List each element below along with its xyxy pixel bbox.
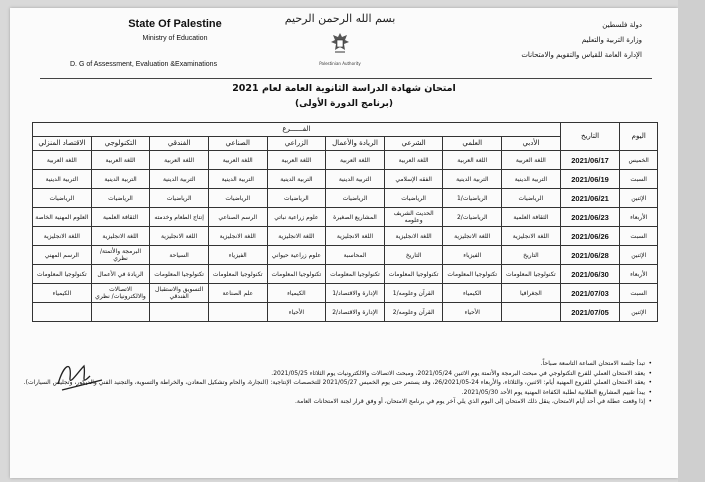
subject-cell [91, 303, 150, 322]
subject-cell: الرياضيات [208, 189, 267, 208]
branch-header: الصناعي [208, 137, 267, 151]
subject-cell: القرآن وعلومه/2 [384, 303, 443, 322]
subject-cell [33, 303, 92, 322]
day-cell: السبت [620, 227, 658, 246]
subject-cell: التربية الدينية [326, 170, 385, 189]
subject-cell: علوم زراعية نباتي [267, 208, 326, 227]
date-cell: 2021/06/17 [560, 151, 620, 170]
subject-cell: الإدارة والاقتصاد/2 [326, 303, 385, 322]
subject-cell: تكنولوجيا المعلومات [267, 265, 326, 284]
subject-cell: تكنولوجيا المعلومات [384, 265, 443, 284]
subject-cell: التربية الدينية [443, 170, 502, 189]
subject-cell: اللغة العربية [150, 151, 209, 170]
subject-cell: التربية الدينية [267, 170, 326, 189]
subject-cell: المحاسبة [326, 246, 385, 265]
subject-cell [502, 303, 561, 322]
subject-cell: اللغة الانجليزية [150, 227, 209, 246]
arabic-ministry-name: وزارة التربية والتعليم [581, 36, 642, 44]
subject-cell: الرسم الصناعي [208, 208, 267, 227]
branch-header: الشرعي [384, 137, 443, 151]
subject-cell: اللغة العربية [384, 151, 443, 170]
day-cell: السبت [620, 170, 658, 189]
subject-cell: التربية الدينية [150, 170, 209, 189]
subject-cell: الفيزياء [208, 246, 267, 265]
subject-cell: اللغة الانجليزية [502, 227, 561, 246]
date-cell: 2021/06/28 [560, 246, 620, 265]
subject-cell: الريادة في الأعمال [91, 265, 150, 284]
branch-header: الفندقي [150, 137, 209, 151]
subject-cell: الفقه الإسلامي [384, 170, 443, 189]
exam-subtitle: (برنامج الدورة الأولى) [295, 99, 393, 109]
exam-title: امتحان شهادة الدراسة الثانوية العامة لعام 2021 [232, 83, 456, 94]
day-cell: السبت [620, 284, 658, 303]
branch-header: التكنولوجي [91, 137, 150, 151]
basmala-calligraphy: بسم الله الرحمن الرحيم [284, 12, 396, 25]
scan-edge [678, 0, 705, 482]
subject-cell: التربية الدينية [208, 170, 267, 189]
subject-cell: اللغة الانجليزية [33, 227, 92, 246]
subject-cell: الكيمياء [443, 284, 502, 303]
subject-cell: اللغة العربية [91, 151, 150, 170]
subject-cell: تكنولوجيا المعلومات [150, 265, 209, 284]
subject-cell: الرياضيات [91, 189, 150, 208]
subject-cell: الرسم المهني [33, 246, 92, 265]
subject-cell: اللغة الانجليزية [91, 227, 150, 246]
emblem-area [260, 12, 420, 82]
header-divider [40, 78, 652, 79]
subject-cell: الرياضيات [502, 189, 561, 208]
notes-section [23, 359, 660, 407]
day-cell: الخميس [620, 151, 658, 170]
subject-cell: اللغة العربية [326, 151, 385, 170]
subject-cell: التربية الدينية [502, 170, 561, 189]
table-row [33, 246, 658, 265]
subject-cell: الرياضيات [150, 189, 209, 208]
exam-schedule-table [32, 122, 658, 322]
branch-header: العلمي [443, 137, 502, 151]
table-row [33, 151, 658, 170]
subject-cell: الرياضيات [267, 189, 326, 208]
branch-header: الريادة والأعمال [326, 137, 385, 151]
subject-cell: المشاريع الصغيرة [326, 208, 385, 227]
day-cell: الإثنين [620, 303, 658, 322]
note-item: • يبدأ تقييم المشاريع الطلابية لطلبة الكفاءة المهنية يوم الأحد 2021/05/30. [105, 388, 652, 398]
day-cell: الأربعاء [620, 208, 658, 227]
branch-header: الأدبي [502, 137, 561, 151]
subject-cell: السياحة [150, 246, 209, 265]
subject-cell: اللغة العربية [502, 151, 561, 170]
subject-cell: الحديث الشريف وعلومه [384, 208, 443, 227]
subject-cell: التسويق والاستقبال الفندقي [150, 284, 209, 303]
subject-cell: الكيمياء [33, 284, 92, 303]
table-row [33, 170, 658, 189]
date-cell: 2021/06/19 [560, 170, 620, 189]
table-row [33, 189, 658, 208]
date-cell: 2021/07/05 [560, 303, 620, 322]
subject-cell: التاريخ [502, 246, 561, 265]
subject-cell [208, 303, 267, 322]
english-department-name: D. G of Assessment, Evaluation &Examinations [70, 61, 218, 68]
table-row [33, 265, 658, 284]
subject-cell: اللغة العربية [33, 151, 92, 170]
subject-cell: إنتاج الطعام وخدمته [150, 208, 209, 227]
branch-group-header: الفــــــرع [33, 123, 561, 137]
subject-cell [150, 303, 209, 322]
subject-cell: الثقافة العلمية [502, 208, 561, 227]
note-item: • يعقد الامتحان العملي للفرع التكنولوجي في مبحث البرمجة والأتمتة يوم الاثنين 2021/05/24، ومبحث الاتصالات والالكترونيات يوم الثلاثاء 2021/05/25. [105, 369, 652, 379]
date-cell: 2021/06/30 [560, 265, 620, 284]
subject-cell: تكنولوجيا المعلومات [326, 265, 385, 284]
subject-cell: اللغة العربية [208, 151, 267, 170]
date-column-header: التاريخ [560, 123, 620, 151]
subject-cell: الإدارة والاقتصاد/1 [326, 284, 385, 303]
date-cell: 2021/06/23 [560, 208, 620, 227]
date-cell: 2021/06/26 [560, 227, 620, 246]
note-item: • تبدأ جلسة الامتحان الساعة التاسعة صباحاً. [105, 359, 652, 369]
day-cell: الأربعاء [620, 265, 658, 284]
branch-header: الزراعي [267, 137, 326, 151]
english-letterhead [80, 18, 270, 42]
arabic-state-name: دولة فلسطين [602, 21, 642, 29]
signature [50, 354, 110, 394]
subject-cell: اللغة الانجليزية [326, 227, 385, 246]
subject-cell: اللغة العربية [267, 151, 326, 170]
subject-cell: الرياضيات/2 [443, 208, 502, 227]
subject-cell: تكنولوجيا المعلومات [443, 265, 502, 284]
document-page [10, 8, 678, 478]
subject-cell: الأحياء [267, 303, 326, 322]
eagle-emblem-icon [329, 31, 351, 55]
subject-cell: الأحياء [443, 303, 502, 322]
date-cell: 2021/07/03 [560, 284, 620, 303]
date-cell: 2021/06/21 [560, 189, 620, 208]
note-item: • يعقد الامتحان العملي للفروع المهنية أيام: الاثنين، والثلاثاء، والأربعاء 24-26/2021/05، وقد يستمر حتى يوم الخميس 2021/05/27 للتخصصات الإنتاجية: (النجارة، والحام وتشكيل المعادن، والخراطة والتسوية، والتجنيد الفني والديكور، وتجليس السيارات). [105, 378, 652, 388]
subject-cell: الجغرافيا [502, 284, 561, 303]
subject-cell: الرياضيات [33, 189, 92, 208]
day-cell: الإثنين [620, 246, 658, 265]
subject-cell: الثقافة العلمية [91, 208, 150, 227]
subject-cell: تكنولوجيا المعلومات [208, 265, 267, 284]
subject-cell: اللغة الانجليزية [208, 227, 267, 246]
subject-cell: اللغة العربية [443, 151, 502, 170]
subject-cell: اللغة الانجليزية [384, 227, 443, 246]
subject-cell: اللغة الانجليزية [443, 227, 502, 246]
subject-cell: الكيمياء [267, 284, 326, 303]
table-row [33, 303, 658, 322]
subject-cell: العلوم المهنية الخاصة [33, 208, 92, 227]
note-item: • إذا وقعت عطلة في أحد أيام الامتحان، ينقل ذلك الامتحان إلى اليوم الذي يلي آخر يوم في برنامج الامتحان، أو وفق قرار لجنة الامتحانات العامة. [105, 397, 652, 407]
subject-cell: الرياضيات [326, 189, 385, 208]
subject-cell: الرياضيات [384, 189, 443, 208]
subject-cell: التربية الدينية [33, 170, 92, 189]
subject-cell: الاتصالات والالكترونيات/ نظري [91, 284, 150, 303]
subject-cell: القرآن وعلومه/1 [384, 284, 443, 303]
english-ministry-name: Ministry of Education [142, 35, 208, 42]
day-cell: الإثنين [620, 189, 658, 208]
subject-cell: تكنولوجيا المعلومات [502, 265, 561, 284]
subject-cell: البرمجة والأتمتة/ نظري [91, 246, 150, 265]
subject-cell: اللغة الانجليزية [267, 227, 326, 246]
branch-header: الاقتصاد المنزلي [33, 137, 92, 151]
table-row [33, 227, 658, 246]
table-row [33, 208, 658, 227]
subject-cell: الفيزياء [443, 246, 502, 265]
subject-cell: تكنولوجيا المعلومات [33, 265, 92, 284]
subject-cell: الرياضيات/1 [443, 189, 502, 208]
subject-cell: علم الصناعة [208, 284, 267, 303]
subject-cell: التاريخ [384, 246, 443, 265]
arabic-department-name: الإدارة العامة للقياس والتقويم والامتحانات [521, 51, 642, 59]
subject-cell: التربية الدينية [91, 170, 150, 189]
subject-cell: علوم زراعية حيواني [267, 246, 326, 265]
emblem-caption: Palestinian Authority [319, 61, 361, 66]
arabic-letterhead [432, 18, 642, 63]
table-row [33, 284, 658, 303]
day-column-header: اليوم [620, 123, 658, 151]
english-state-name: State Of Palestine [128, 18, 222, 30]
